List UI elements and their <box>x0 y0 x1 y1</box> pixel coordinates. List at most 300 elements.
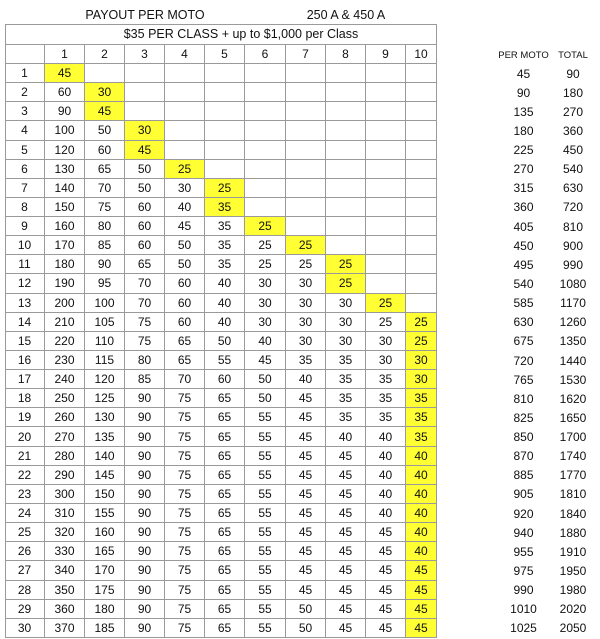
grid-cell: 45 <box>286 447 326 466</box>
grid-cell: 115 <box>85 351 125 370</box>
grid-cell: 55 <box>245 427 286 446</box>
total-value: 1880 <box>559 525 587 540</box>
highlighted-cell: 45 <box>406 581 437 600</box>
grid-cell <box>406 236 437 255</box>
highlighted-cell: 25 <box>326 255 366 274</box>
grid-cell <box>165 64 205 83</box>
grid-cell: 45 <box>286 485 326 504</box>
total-value: 720 <box>562 200 584 215</box>
grid-cell: 55 <box>245 504 286 523</box>
grid-cell <box>286 102 326 121</box>
grid-cell <box>366 198 406 217</box>
grid-cell <box>245 160 286 179</box>
per-moto-value: 180 <box>513 123 534 138</box>
total-value: 810 <box>562 219 584 234</box>
grid-cell: 50 <box>165 236 205 255</box>
grid-cell: 45 <box>326 447 366 466</box>
grid-cell: 120 <box>85 370 125 389</box>
grid-cell <box>205 121 245 140</box>
grid-cell: 30 <box>326 294 366 313</box>
row-header: 11 <box>5 255 45 274</box>
grid-cell: 65 <box>205 466 245 485</box>
grid-cell <box>406 102 437 121</box>
highlighted-cell: 30 <box>406 370 437 389</box>
grid-cell <box>366 141 406 160</box>
per-moto-value: 825 <box>513 410 534 425</box>
grid-cell: 45 <box>366 619 406 638</box>
grid-cell <box>205 160 245 179</box>
grid-cell: 30 <box>326 332 366 351</box>
highlighted-cell: 40 <box>406 504 437 523</box>
grid-cell: 85 <box>85 236 125 255</box>
total-value: 360 <box>562 123 584 138</box>
per-moto-value: 765 <box>513 372 534 387</box>
grid-cell: 30 <box>286 332 326 351</box>
grid-cell <box>286 64 326 83</box>
sheet-title: PAYOUT PER MOTO <box>85 8 205 22</box>
grid-cell: 35 <box>326 370 366 389</box>
grid-cell: 90 <box>125 561 165 580</box>
grid-cell <box>366 274 406 293</box>
row-header: 19 <box>5 408 45 427</box>
grid-cell <box>406 121 437 140</box>
grid-cell <box>286 160 326 179</box>
grid-cell: 40 <box>205 294 245 313</box>
grid-cell: 65 <box>205 542 245 561</box>
grid-cell <box>286 141 326 160</box>
grid-cell <box>245 121 286 140</box>
grid-cell: 65 <box>205 389 245 408</box>
total-value: 1170 <box>560 296 586 311</box>
grid-cell: 45 <box>326 600 366 619</box>
grid-cell: 45 <box>286 581 326 600</box>
grid-cell: 90 <box>125 447 165 466</box>
row-header: 2 <box>5 83 45 102</box>
grid-cell <box>205 141 245 160</box>
grid-cell <box>245 179 286 198</box>
per-moto-value: 675 <box>513 334 534 349</box>
grid-cell: 320 <box>45 523 85 542</box>
grid-cell: 35 <box>205 255 245 274</box>
per-moto-value: 1025 <box>510 621 537 636</box>
total-value: 1950 <box>559 563 587 578</box>
grid-cell: 45 <box>286 389 326 408</box>
total-value: 1620 <box>559 391 587 406</box>
grid-cell: 75 <box>165 447 205 466</box>
total-value: 2020 <box>559 602 587 617</box>
title-divider <box>5 24 437 25</box>
row-header: 4 <box>5 121 45 140</box>
grid-cell: 25 <box>366 313 406 332</box>
grid-cell: 45 <box>326 466 366 485</box>
grid-cell: 260 <box>45 408 85 427</box>
total-value: 540 <box>562 162 584 177</box>
grid-cell <box>326 64 366 83</box>
grid-cell: 90 <box>125 408 165 427</box>
grid-cell: 35 <box>286 351 326 370</box>
grid-cell: 65 <box>205 427 245 446</box>
grid-cell: 45 <box>286 542 326 561</box>
per-moto-value: 720 <box>513 353 534 368</box>
grid-cell <box>245 83 286 102</box>
grid-cell: 25 <box>245 236 286 255</box>
grid-cell: 65 <box>205 485 245 504</box>
per-moto-value: 850 <box>513 430 534 445</box>
row-header: 16 <box>5 351 45 370</box>
highlighted-cell: 35 <box>406 408 437 427</box>
grid-cell: 50 <box>286 600 326 619</box>
row-header: 14 <box>5 313 45 332</box>
per-moto-value: 45 <box>516 66 531 81</box>
grid-cell <box>366 102 406 121</box>
grid-cell: 310 <box>45 504 85 523</box>
grid-cell: 60 <box>205 370 245 389</box>
grid-cell: 40 <box>366 504 406 523</box>
total-value: 2050 <box>559 621 587 636</box>
grid-cell <box>326 217 366 236</box>
grid-cell: 155 <box>85 504 125 523</box>
highlighted-cell: 40 <box>406 523 437 542</box>
grid-cell: 300 <box>45 485 85 504</box>
grid-cell: 230 <box>45 351 85 370</box>
row-header: 28 <box>5 581 45 600</box>
subtitle-right-border <box>436 24 437 44</box>
per-moto-value: 450 <box>513 238 534 253</box>
grid-cell <box>406 83 437 102</box>
grid-cell <box>245 198 286 217</box>
grid-cell <box>85 64 125 83</box>
grid-cell: 40 <box>326 427 366 446</box>
grid-cell: 45 <box>366 542 406 561</box>
grid-cell: 370 <box>45 619 85 638</box>
highlighted-cell: 45 <box>125 141 165 160</box>
per-moto-value: 885 <box>513 468 534 483</box>
grid-cell: 80 <box>85 217 125 236</box>
grid-cell <box>366 83 406 102</box>
grid-cell: 30 <box>165 179 205 198</box>
total-value: 1910 <box>559 544 587 559</box>
grid-cell: 75 <box>165 581 205 600</box>
grid-cell: 45 <box>286 561 326 580</box>
grid-cell: 35 <box>366 370 406 389</box>
grid-cell <box>406 274 437 293</box>
grid-cell <box>286 198 326 217</box>
grid-cell: 55 <box>245 408 286 427</box>
grid-cell <box>366 236 406 255</box>
grid-cell: 40 <box>205 274 245 293</box>
grid-cell: 30 <box>286 274 326 293</box>
grid-cell: 65 <box>205 504 245 523</box>
highlighted-cell: 35 <box>406 389 437 408</box>
grid-cell: 30 <box>366 332 406 351</box>
highlighted-cell: 25 <box>165 160 205 179</box>
grid-cell: 55 <box>245 561 286 580</box>
grid-cell: 50 <box>125 179 165 198</box>
row-header: 6 <box>5 160 45 179</box>
grid-cell <box>366 179 406 198</box>
grid-cell: 350 <box>45 581 85 600</box>
grid-cell: 30 <box>245 313 286 332</box>
grid-cell: 175 <box>85 581 125 600</box>
grid-cell: 220 <box>45 332 85 351</box>
grid-cell <box>326 198 366 217</box>
grid-cell: 290 <box>45 466 85 485</box>
grid-cell: 50 <box>286 619 326 638</box>
highlighted-cell: 40 <box>406 447 437 466</box>
grid-cell <box>406 141 437 160</box>
row-header: 25 <box>5 523 45 542</box>
per-moto-value: 630 <box>513 315 534 330</box>
row-header: 18 <box>5 389 45 408</box>
grid-cell: 65 <box>205 523 245 542</box>
grid-cell: 55 <box>205 351 245 370</box>
grid-cell: 45 <box>326 485 366 504</box>
row-header: 7 <box>5 179 45 198</box>
grid-cell <box>326 179 366 198</box>
total-value: 900 <box>562 238 584 253</box>
grid-cell: 65 <box>125 255 165 274</box>
highlighted-cell: 35 <box>205 198 245 217</box>
grid-cell: 170 <box>45 236 85 255</box>
total-value: 1980 <box>559 583 587 598</box>
highlighted-cell: 25 <box>286 236 326 255</box>
grid-cell: 135 <box>85 427 125 446</box>
grid-cell: 90 <box>85 255 125 274</box>
grid-cell: 55 <box>245 447 286 466</box>
grid-cell <box>205 64 245 83</box>
grid-left-border <box>5 24 6 638</box>
grid-cell: 40 <box>366 427 406 446</box>
grid-cell: 250 <box>45 389 85 408</box>
grid-cell <box>326 141 366 160</box>
per-moto-value: 870 <box>513 449 534 464</box>
grid-cell: 75 <box>165 542 205 561</box>
grid-cell: 65 <box>205 447 245 466</box>
total-value: 630 <box>562 181 584 196</box>
grid-cell: 55 <box>245 485 286 504</box>
grid-cell: 180 <box>85 600 125 619</box>
grid-cell <box>165 141 205 160</box>
grid-cell <box>286 83 326 102</box>
grid-cell <box>366 217 406 236</box>
grid-cell: 75 <box>165 600 205 619</box>
grid-cell: 90 <box>125 485 165 504</box>
grid-cell: 35 <box>205 217 245 236</box>
grid-cell: 40 <box>205 313 245 332</box>
row-header: 27 <box>5 561 45 580</box>
row-header: 3 <box>5 102 45 121</box>
highlighted-cell: 25 <box>406 332 437 351</box>
grid-cell: 70 <box>125 294 165 313</box>
grid-cell: 45 <box>326 619 366 638</box>
grid-cell <box>326 102 366 121</box>
per-moto-value: 585 <box>513 296 534 311</box>
row-header: 24 <box>5 504 45 523</box>
highlighted-cell: 45 <box>406 600 437 619</box>
row-header: 26 <box>5 542 45 561</box>
row-header: 5 <box>5 141 45 160</box>
grid-cell: 240 <box>45 370 85 389</box>
grid-cell <box>366 64 406 83</box>
total-value: 1080 <box>559 276 587 291</box>
per-moto-value: 990 <box>513 583 534 598</box>
highlighted-cell: 30 <box>406 351 437 370</box>
grid-cell: 50 <box>205 332 245 351</box>
per-moto-value: 315 <box>513 181 534 196</box>
grid-cell: 50 <box>245 370 286 389</box>
row-header: 8 <box>5 198 45 217</box>
highlighted-cell: 45 <box>45 64 85 83</box>
grid-cell: 25 <box>245 255 286 274</box>
grid-cell: 55 <box>245 523 286 542</box>
total-header: TOTAL <box>558 49 588 61</box>
grid-cell: 40 <box>245 332 286 351</box>
row-header: 17 <box>5 370 45 389</box>
grid-cell <box>125 83 165 102</box>
row-header: 13 <box>5 294 45 313</box>
per-moto-value: 955 <box>513 544 534 559</box>
grid-cell <box>245 102 286 121</box>
grid-cell: 60 <box>165 294 205 313</box>
grid-cell: 60 <box>165 274 205 293</box>
grid-cell: 210 <box>45 313 85 332</box>
grid-cell: 35 <box>326 408 366 427</box>
grid-cell: 100 <box>45 121 85 140</box>
grid-cell: 90 <box>125 466 165 485</box>
grid-cell: 80 <box>125 351 165 370</box>
total-value: 990 <box>562 257 584 272</box>
grid-cell: 55 <box>245 600 286 619</box>
grid-cell: 45 <box>326 523 366 542</box>
grid-cell: 45 <box>286 466 326 485</box>
column-header: 10 <box>406 44 437 64</box>
grid-cell: 280 <box>45 447 85 466</box>
grid-cell: 360 <box>45 600 85 619</box>
highlighted-cell: 40 <box>406 542 437 561</box>
grid-cell <box>366 121 406 140</box>
row-header: 1 <box>5 64 45 83</box>
column-header: 7 <box>286 44 326 64</box>
grid-cell: 40 <box>366 447 406 466</box>
grid-cell: 35 <box>326 351 366 370</box>
sheet-subtitle: $35 PER CLASS + up to $1,000 per Class <box>123 27 359 41</box>
grid-cell <box>326 236 366 255</box>
grid-cell <box>406 198 437 217</box>
total-value: 1350 <box>559 334 587 349</box>
highlighted-cell: 25 <box>205 179 245 198</box>
per-moto-value: 225 <box>513 143 534 158</box>
grid-cell: 65 <box>205 408 245 427</box>
grid-cell: 50 <box>165 255 205 274</box>
row-header: 10 <box>5 236 45 255</box>
highlighted-cell: 25 <box>406 313 437 332</box>
total-value: 1740 <box>559 449 587 464</box>
grid-cell <box>245 64 286 83</box>
per-moto-value: 495 <box>513 257 534 272</box>
grid-cell: 65 <box>205 600 245 619</box>
class-label: 250 A & 450 A <box>306 8 386 22</box>
grid-cell <box>406 294 437 313</box>
per-moto-value: 920 <box>513 506 534 521</box>
grid-cell: 50 <box>85 121 125 140</box>
grid-cell <box>406 179 437 198</box>
grid-cell: 40 <box>165 198 205 217</box>
grid-cell: 60 <box>125 198 165 217</box>
grid-cell: 45 <box>366 581 406 600</box>
column-header: 5 <box>205 44 245 64</box>
grid-cell: 100 <box>85 294 125 313</box>
grid-cell: 90 <box>125 389 165 408</box>
grid-cell: 90 <box>125 581 165 600</box>
column-header: 9 <box>366 44 406 64</box>
grid-cell: 60 <box>85 141 125 160</box>
grid-cell: 30 <box>366 351 406 370</box>
grid-cell: 45 <box>366 523 406 542</box>
grid-cell <box>326 83 366 102</box>
total-value: 1650 <box>559 410 587 425</box>
per-moto-header: PER MOTO <box>498 49 549 61</box>
grid-cell <box>326 121 366 140</box>
grid-cell: 35 <box>205 236 245 255</box>
grid-cell: 75 <box>165 427 205 446</box>
row-header: 9 <box>5 217 45 236</box>
grid-cell: 55 <box>245 619 286 638</box>
grid-cell: 30 <box>326 313 366 332</box>
per-moto-value: 405 <box>513 219 534 234</box>
total-value: 1840 <box>559 506 587 521</box>
highlighted-cell: 35 <box>406 427 437 446</box>
grid-cell: 90 <box>125 619 165 638</box>
grid-cell: 45 <box>286 408 326 427</box>
total-value: 90 <box>566 66 580 81</box>
grid-cell: 45 <box>366 600 406 619</box>
grid-cell: 30 <box>245 294 286 313</box>
grid-cell: 90 <box>45 102 85 121</box>
grid-cell: 65 <box>165 332 205 351</box>
grid-cell: 55 <box>245 542 286 561</box>
grid-cell: 200 <box>45 294 85 313</box>
grid-cell: 65 <box>205 581 245 600</box>
per-moto-value: 90 <box>516 85 531 100</box>
grid-cell: 190 <box>45 274 85 293</box>
grid-cell: 85 <box>125 370 165 389</box>
per-moto-value: 540 <box>513 276 534 291</box>
grid-cell: 90 <box>125 504 165 523</box>
grid-cell: 45 <box>366 561 406 580</box>
grid-cell: 140 <box>85 447 125 466</box>
grid-cell <box>366 160 406 179</box>
grid-cell: 45 <box>286 427 326 446</box>
grid-cell <box>165 102 205 121</box>
grid-cell: 120 <box>45 141 85 160</box>
highlighted-cell: 40 <box>406 485 437 504</box>
per-moto-value: 810 <box>513 391 534 406</box>
grid-cell <box>245 141 286 160</box>
grid-top-border <box>5 44 437 45</box>
grid-cell <box>125 64 165 83</box>
grid-cell: 150 <box>85 485 125 504</box>
per-moto-value: 940 <box>513 525 534 540</box>
grid-cell: 90 <box>125 523 165 542</box>
grid-cell: 30 <box>286 313 326 332</box>
grid-cell: 60 <box>125 236 165 255</box>
corner-cell <box>5 44 45 64</box>
highlighted-cell: 40 <box>406 466 437 485</box>
grid-cell: 180 <box>45 255 85 274</box>
grid-cell: 40 <box>366 485 406 504</box>
total-value: 180 <box>562 85 584 100</box>
grid-cell: 95 <box>85 274 125 293</box>
